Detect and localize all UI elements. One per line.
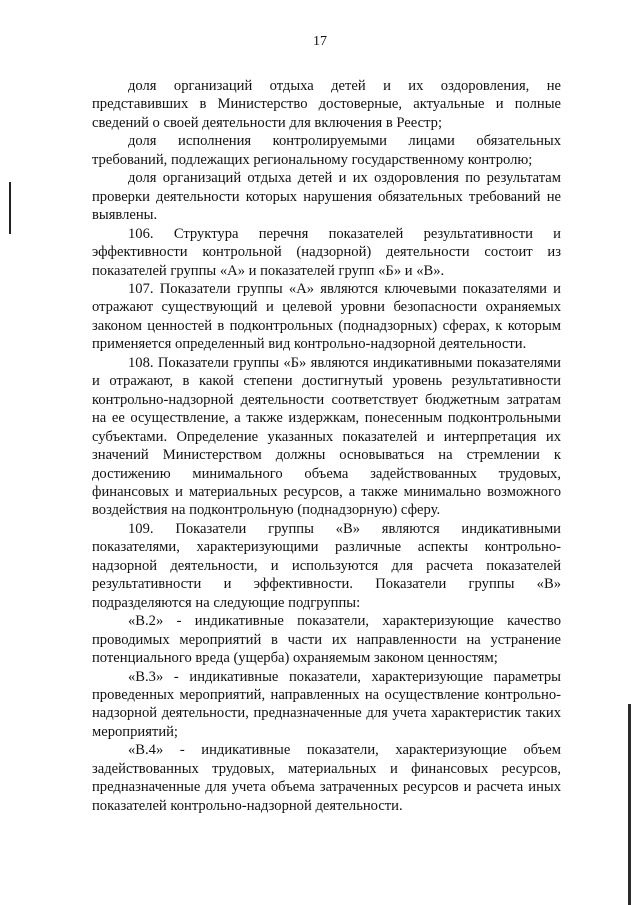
paragraph-106: 106. Структура перечня показателей результативности и эффективности контрольной (надзорной) деятельности состоит из показателей группы «А» и показателей групп «Б» и «В». <box>92 225 561 279</box>
paragraph-share-compliance: доля исполнения контролируемыми лицами обязательных требований, подлежащих региональному государственному контролю; <box>92 133 561 168</box>
page-number: 17 <box>313 34 327 49</box>
document-body <box>92 77 561 815</box>
paragraph-subgroup-b4: «В.4» - индикативные показатели, характеризующие объем задействованных трудовых, материальных и финансовых ресурсов, предназначенные для учета объема затраченных ресурсов и расчета иных показателей контрольно-надзорной деятельности. <box>92 742 561 814</box>
paragraph-107: 107. Показатели группы «А» являются ключевыми показателями и отражают существующий и целевой уровни безопасности охраняемых законом ценностей в подконтрольных (поднадзорных) сферах, к которым применяется определенный вид контрольно-надзорной деятельности. <box>92 280 561 353</box>
scan-artifact-right <box>628 704 631 905</box>
paragraph-108: 108. Показатели группы «Б» являются индикативными показателями и отражают, в какой степени достигнутый уровень результативности контрольно-надзорной деятельности соответствует бюджетным затратам на ее осуществление, а также издержкам, понесенным подконтрольными субъектами. Определение указанных показателей и интерпретация их значений Министерством должны основываться на стремлении к достижению минимального объема задействованных трудовых, финансовых и материальных ресурсов, а также минимально возможного воздействия на подконтрольную (поднадзорную) сферу. <box>92 354 561 519</box>
paragraph-109: 109. Показатели группы «В» являются индикативными показателями, характеризующими различные аспекты контрольно-надзорной деятельности, и используются для расчета показателей результативности и эффективности. Показатели группы «В» подразделяются на следующие подгруппы: <box>92 520 561 611</box>
paragraph-share-no-violations: доля организаций отдыха детей и их оздоровления по результатам проверки деятельности которых нарушения обязательных требований не выявлены. <box>92 170 561 224</box>
paragraph-share-not-reported: доля организаций отдыха детей и их оздоровления, не представивших в Министерство достоверные, актуальные и полные сведений о своей деятельности для включения в Реестр; <box>92 78 561 131</box>
paragraph-subgroup-b2: «В.2» - индикативные показатели, характеризующие качество проводимых мероприятий в части их направленности на устранение потенциального вреда (ущерба) охраняемым законом ценностям; <box>92 613 561 667</box>
paragraph-subgroup-b3: «В.3» - индикативные показатели, характеризующие параметры проведенных мероприятий, направленных на осуществление контрольно-надзорной деятельности, предназначенные для учета характеристик таких мероприятий; <box>92 668 561 740</box>
scan-artifact-left <box>9 182 11 234</box>
